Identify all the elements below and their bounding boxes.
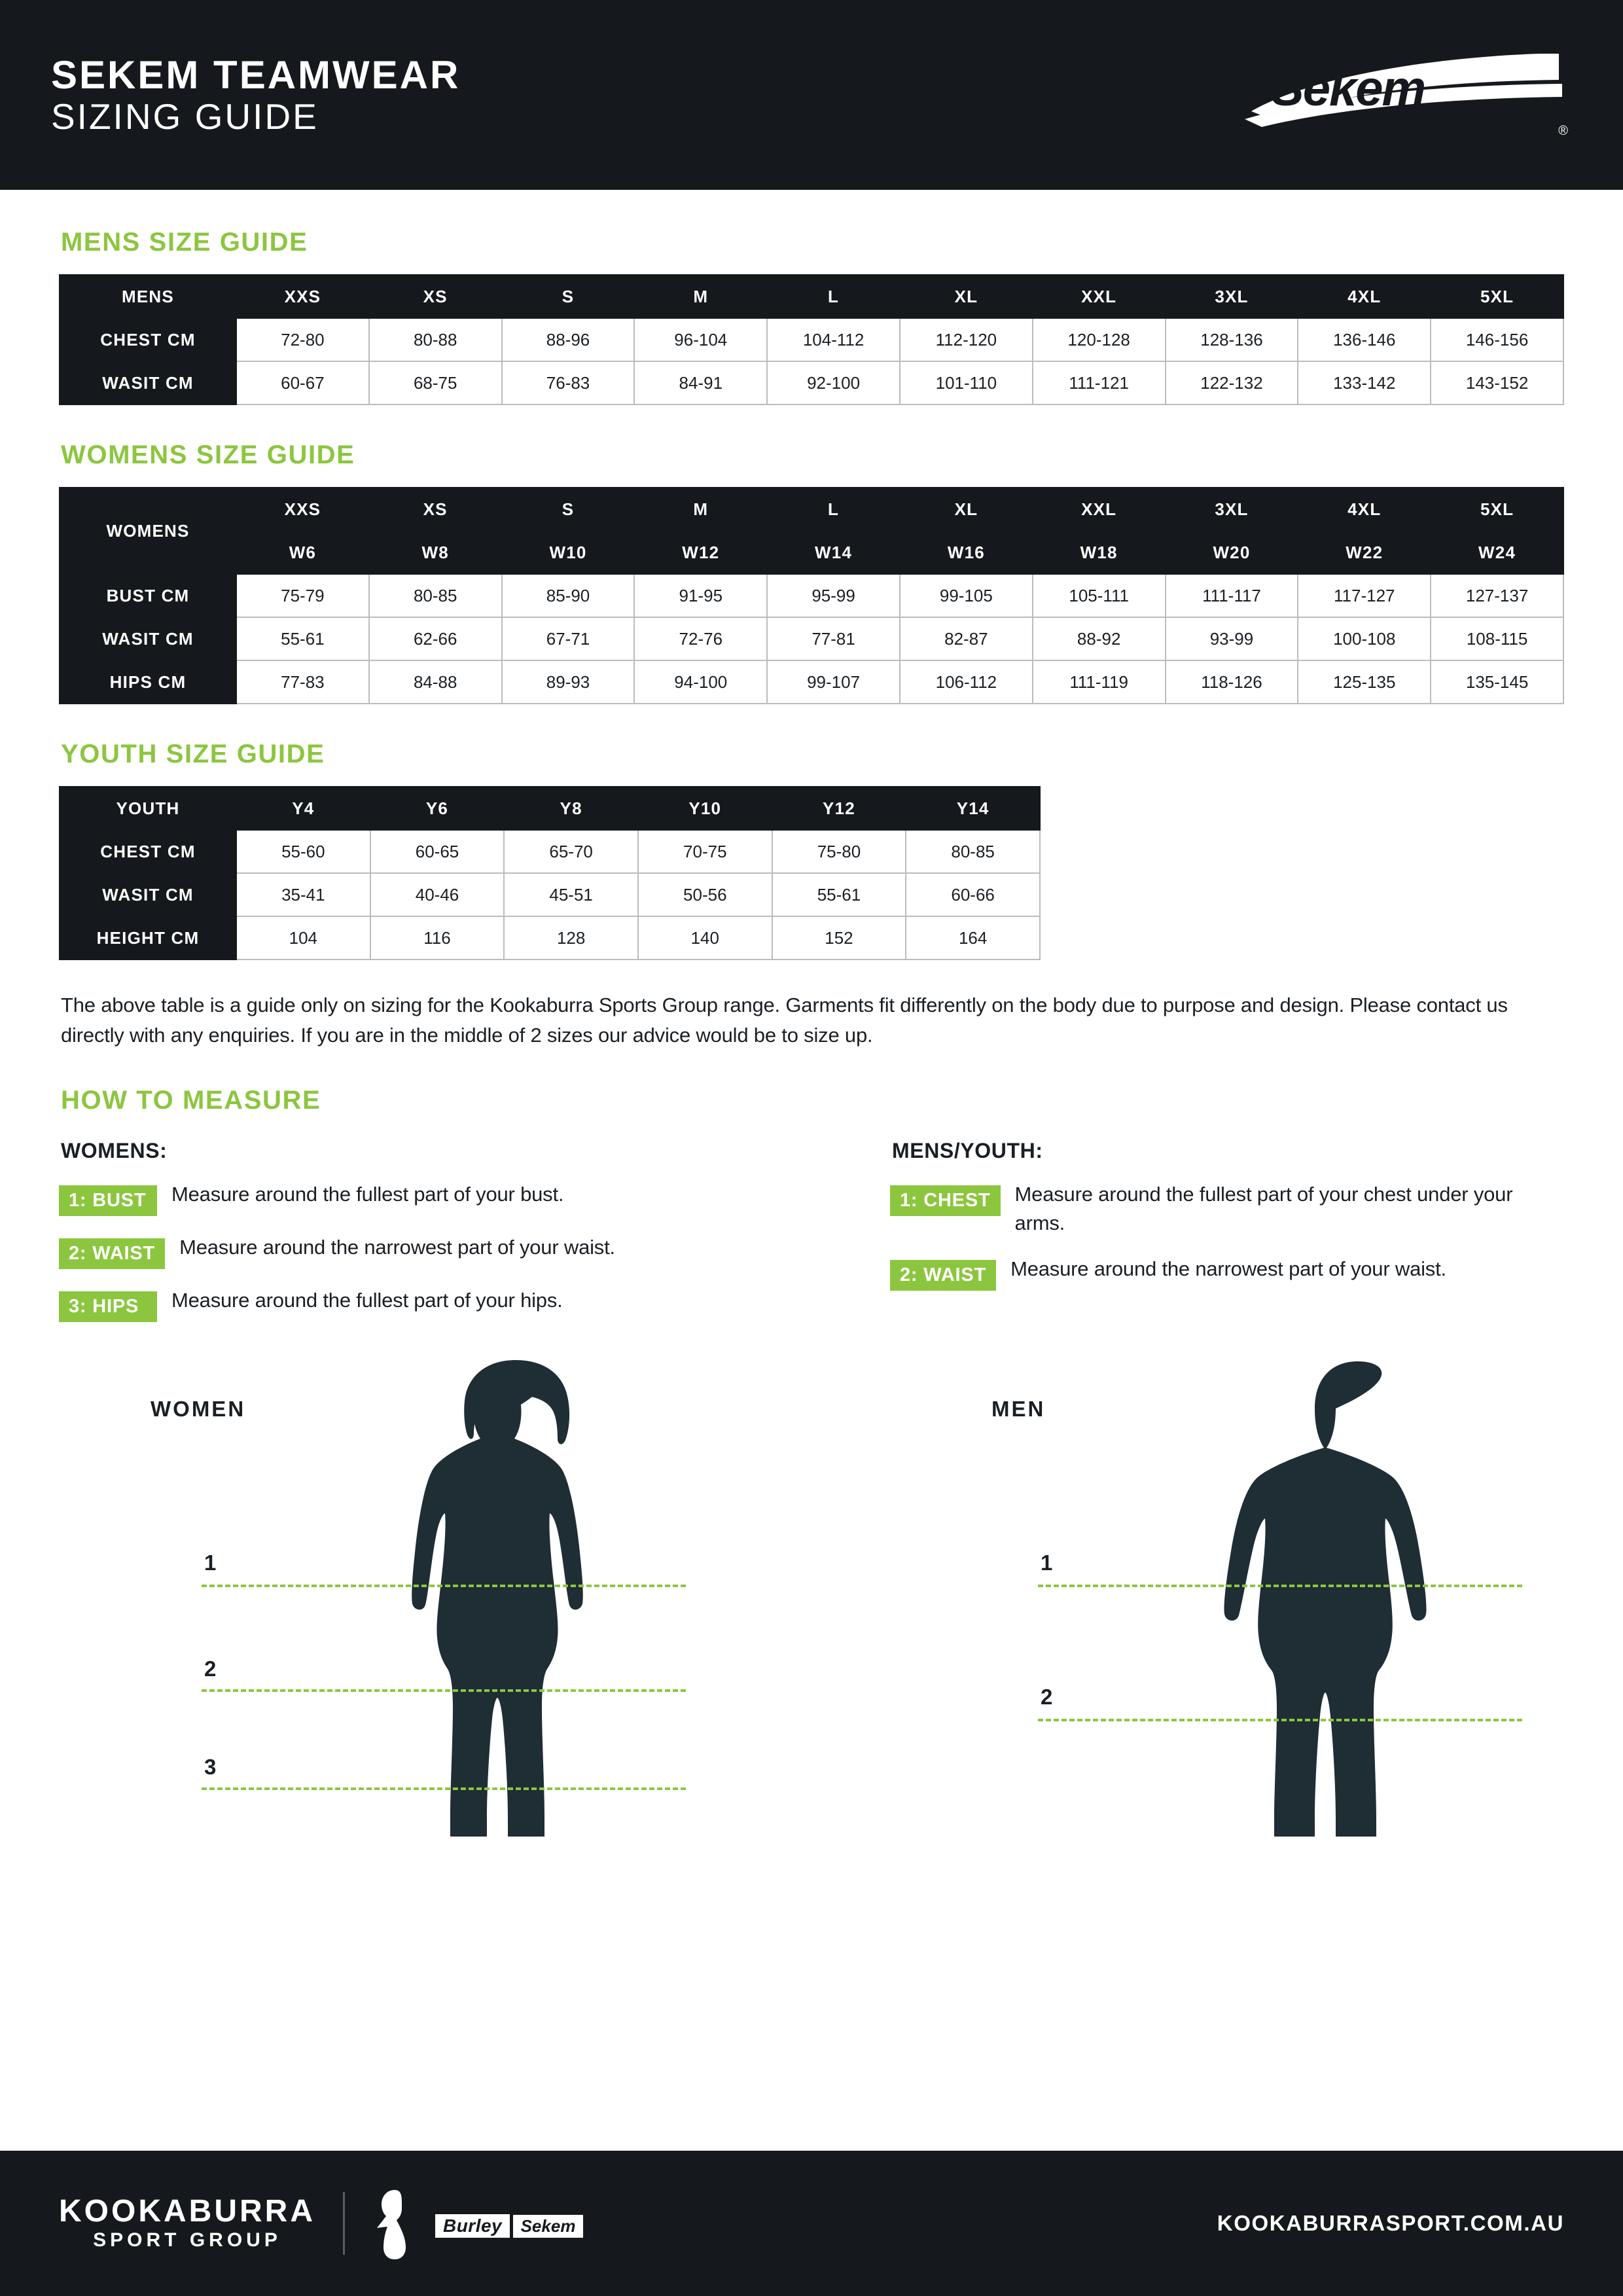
burley-logo: Burley xyxy=(435,2214,510,2238)
row-label: WASIT CM xyxy=(60,617,236,660)
cell: 105-111 xyxy=(1033,574,1166,617)
measure-item xyxy=(59,1286,890,1322)
table-row xyxy=(60,361,1563,404)
cell: 108-115 xyxy=(1431,617,1563,660)
col-head: XXS xyxy=(236,275,369,318)
cell: 60-67 xyxy=(236,361,369,404)
cell: 55-60 xyxy=(236,830,370,873)
col-head: Y6 xyxy=(370,787,505,830)
cell: 65-70 xyxy=(504,830,638,873)
row-label: CHEST CM xyxy=(60,318,236,361)
cell: 82-87 xyxy=(900,617,1033,660)
cell: 128-136 xyxy=(1166,318,1298,361)
cell: 70-75 xyxy=(638,830,772,873)
sub-col-head: W22 xyxy=(1298,531,1431,574)
cell: 62-66 xyxy=(369,617,502,660)
measure-text: Measure around the fullest part of your chest under your arms. xyxy=(1014,1182,1513,1234)
cell: 88-96 xyxy=(502,318,635,361)
footer-website-url[interactable]: KOOKABURRASPORT.COM.AU xyxy=(1217,2211,1564,2235)
cell: 111-117 xyxy=(1166,574,1298,617)
men-marker-2: 2 xyxy=(1041,1684,1053,1709)
col-head: Y12 xyxy=(772,787,906,830)
measure-tag-waist: 2: WAIST xyxy=(59,1238,165,1269)
cell: 104 xyxy=(236,916,370,960)
col-head: Y4 xyxy=(236,787,370,830)
cell: 35-41 xyxy=(236,873,370,916)
cell: 75-80 xyxy=(772,830,906,873)
measure-text: Measure around the fullest part of your hips. xyxy=(171,1288,563,1312)
cell: 146-156 xyxy=(1431,318,1563,361)
table-row xyxy=(60,916,1040,960)
table-subheader-row xyxy=(60,531,1563,574)
col-head: YOUTH xyxy=(60,787,236,830)
cell: 99-105 xyxy=(900,574,1033,617)
page-title xyxy=(51,53,460,137)
col-head: XL xyxy=(900,488,1033,531)
col-head: Y10 xyxy=(638,787,772,830)
cell: 68-75 xyxy=(369,361,502,404)
measure-text: Measure around the fullest part of your bust. xyxy=(171,1182,564,1206)
cell: 89-93 xyxy=(502,660,635,704)
title-line-1: SEKEM TEAMWEAR xyxy=(51,52,461,97)
cell: 164 xyxy=(906,916,1040,960)
cell: 100-108 xyxy=(1298,617,1431,660)
mens-section-title: MENS SIZE GUIDE xyxy=(61,228,308,257)
cell: 80-85 xyxy=(906,830,1040,873)
mens-measure-heading: MENS/YOUTH: xyxy=(892,1138,1043,1162)
kookaburra-bird-icon xyxy=(372,2187,418,2259)
sub-col-head: W18 xyxy=(1033,531,1166,574)
woman-silhouette-icon xyxy=(366,1359,668,1902)
cell: 92-100 xyxy=(767,361,900,404)
cell: 84-88 xyxy=(369,660,502,704)
measure-tag-hips: 3: HIPS xyxy=(59,1291,157,1322)
cell: 40-46 xyxy=(370,873,505,916)
cell: 111-121 xyxy=(1033,361,1166,404)
cell: 85-90 xyxy=(502,574,635,617)
col-head: L xyxy=(767,488,900,531)
col-head: Y8 xyxy=(504,787,638,830)
cell: 55-61 xyxy=(236,617,369,660)
col-head: 4XL xyxy=(1298,488,1431,531)
cell: 125-135 xyxy=(1298,660,1431,704)
col-head: S xyxy=(502,488,635,531)
measure-text: Measure around the narrowest part of your waist. xyxy=(179,1235,615,1259)
men-marker-1: 1 xyxy=(1041,1550,1053,1575)
cell: 72-80 xyxy=(236,318,369,361)
sub-brand-text xyxy=(435,2210,583,2238)
cell: 80-85 xyxy=(369,574,502,617)
sub-brand-group xyxy=(372,2187,583,2259)
col-head: Y14 xyxy=(906,787,1040,830)
footer-divider xyxy=(343,2192,345,2255)
table-row xyxy=(60,318,1563,361)
measurement-figures xyxy=(59,1359,1564,1902)
women-hips-line xyxy=(202,1787,686,1790)
youth-size-table xyxy=(59,786,1041,960)
kookaburra-logo xyxy=(59,2195,315,2253)
men-chest-line xyxy=(1038,1585,1522,1587)
cell: 111-119 xyxy=(1033,660,1166,704)
cell: 117-127 xyxy=(1298,574,1431,617)
measure-tag-bust: 1: BUST xyxy=(59,1185,157,1216)
cell: 143-152 xyxy=(1431,361,1563,404)
cell: 133-142 xyxy=(1298,361,1431,404)
col-head: 3XL xyxy=(1166,488,1298,531)
cell: 76-83 xyxy=(502,361,635,404)
table-header-row xyxy=(60,488,1563,531)
row-label: BUST CM xyxy=(60,574,236,617)
cell: 72-76 xyxy=(634,617,767,660)
col-head: XXL xyxy=(1033,275,1166,318)
cell: 80-88 xyxy=(369,318,502,361)
cell: 45-51 xyxy=(504,873,638,916)
table-row xyxy=(60,574,1563,617)
cell: 122-132 xyxy=(1166,361,1298,404)
cell: 95-99 xyxy=(767,574,900,617)
cell: 120-128 xyxy=(1033,318,1166,361)
sub-col-head: W16 xyxy=(900,531,1033,574)
cell: 60-65 xyxy=(370,830,505,873)
womens-measure-column xyxy=(59,1139,890,1339)
measure-item xyxy=(890,1255,1564,1291)
cell: 55-61 xyxy=(772,873,906,916)
cell: 118-126 xyxy=(1166,660,1298,704)
col-head: M xyxy=(634,488,767,531)
sub-col-head: W20 xyxy=(1166,531,1298,574)
row-label: WASIT CM xyxy=(60,873,236,916)
man-silhouette-icon xyxy=(1198,1359,1518,1902)
measure-text: Measure around the narrowest part of your waist. xyxy=(1010,1257,1446,1280)
col-head: XXL xyxy=(1033,488,1166,531)
women-marker-1: 1 xyxy=(204,1550,217,1575)
col-head: XS xyxy=(369,275,502,318)
col-head: XL xyxy=(900,275,1033,318)
col-head: WOMENS xyxy=(60,488,236,574)
how-to-measure-columns xyxy=(59,1139,1564,1339)
men-figure-label: MEN xyxy=(991,1396,1046,1421)
col-head: MENS xyxy=(60,275,236,318)
measure-item xyxy=(59,1233,890,1269)
col-head: 4XL xyxy=(1298,275,1431,318)
cell: 77-83 xyxy=(236,660,369,704)
sub-col-head: W24 xyxy=(1431,531,1563,574)
cell: 101-110 xyxy=(900,361,1033,404)
cell: 96-104 xyxy=(634,318,767,361)
women-marker-3: 3 xyxy=(204,1754,217,1779)
cell: 91-95 xyxy=(634,574,767,617)
how-to-measure-title: HOW TO MEASURE xyxy=(61,1085,321,1115)
sekem-logo xyxy=(1232,46,1572,144)
cell: 136-146 xyxy=(1298,318,1431,361)
sekem-sub-logo: Sekem xyxy=(513,2215,584,2238)
row-label: HIPS CM xyxy=(60,660,236,704)
measure-item xyxy=(890,1180,1564,1238)
cell: 88-92 xyxy=(1033,617,1166,660)
table-header-row xyxy=(60,275,1563,318)
cell: 99-107 xyxy=(767,660,900,704)
cell: 127-137 xyxy=(1431,574,1563,617)
col-head: S xyxy=(502,275,635,318)
kookaburra-line-2: SPORT GROUP xyxy=(93,2229,281,2251)
title-line-2: SIZING GUIDE xyxy=(51,96,319,137)
page-header xyxy=(0,0,1623,190)
sekem-wordmark: Sekem xyxy=(1271,61,1425,117)
sub-col-head: W12 xyxy=(634,531,767,574)
youth-section-title: YOUTH SIZE GUIDE xyxy=(61,740,325,768)
cell: 116 xyxy=(370,916,505,960)
cell: 93-99 xyxy=(1166,617,1298,660)
row-label: HEIGHT CM xyxy=(60,916,236,960)
row-label: CHEST CM xyxy=(60,830,236,873)
table-header-row xyxy=(60,787,1040,830)
measure-tag-chest: 1: CHEST xyxy=(890,1185,1001,1216)
col-head: 3XL xyxy=(1166,275,1298,318)
mens-size-table xyxy=(59,274,1564,405)
table-row xyxy=(60,660,1563,704)
womens-section-title: WOMENS SIZE GUIDE xyxy=(61,440,355,469)
mens-measure-column xyxy=(890,1139,1564,1339)
col-head: 5XL xyxy=(1431,488,1563,531)
cell: 104-112 xyxy=(767,318,900,361)
cell: 106-112 xyxy=(900,660,1033,704)
sizing-note: The above table is a guide only on sizing for the Kookaburra Sports Group range. Garments fit differently on the body due to purpose and design. Please contact us directly with any enquiries. If you are in the middle of 2 sizes our advice would be to size up. xyxy=(61,994,1508,1047)
sub-col-head: W6 xyxy=(236,531,369,574)
footer-brand-group xyxy=(59,2187,583,2259)
kookaburra-line-1: KOOKABURRA xyxy=(59,2193,315,2229)
col-head: XXS xyxy=(236,488,369,531)
sub-col-head: W8 xyxy=(369,531,502,574)
col-head: 5XL xyxy=(1431,275,1563,318)
women-marker-2: 2 xyxy=(204,1656,217,1681)
men-waist-line xyxy=(1038,1719,1522,1721)
cell: 112-120 xyxy=(900,318,1033,361)
measure-item xyxy=(59,1180,890,1216)
table-row xyxy=(60,617,1563,660)
cell: 77-81 xyxy=(767,617,900,660)
womens-measure-heading: WOMENS: xyxy=(61,1138,168,1162)
cell: 84-91 xyxy=(634,361,767,404)
col-head: L xyxy=(767,275,900,318)
women-bust-line xyxy=(202,1585,686,1587)
women-waist-line xyxy=(202,1689,686,1692)
cell: 67-71 xyxy=(502,617,635,660)
cell: 50-56 xyxy=(638,873,772,916)
cell: 60-66 xyxy=(906,873,1040,916)
sub-col-head: W10 xyxy=(502,531,635,574)
women-figure-label: WOMEN xyxy=(151,1396,246,1421)
cell: 94-100 xyxy=(634,660,767,704)
col-head: M xyxy=(634,275,767,318)
cell: 140 xyxy=(638,916,772,960)
womens-size-table xyxy=(59,487,1564,704)
sub-col-head: W14 xyxy=(767,531,900,574)
cell: 152 xyxy=(772,916,906,960)
cell: 128 xyxy=(504,916,638,960)
measure-tag-waist: 2: WAIST xyxy=(890,1260,996,1291)
col-head: XS xyxy=(369,488,502,531)
page-footer xyxy=(0,2151,1623,2296)
row-label: WASIT CM xyxy=(60,361,236,404)
cell: 75-79 xyxy=(236,574,369,617)
table-row xyxy=(60,873,1040,916)
table-row xyxy=(60,830,1040,873)
registered-mark: ® xyxy=(1558,124,1568,138)
cell: 135-145 xyxy=(1431,660,1563,704)
